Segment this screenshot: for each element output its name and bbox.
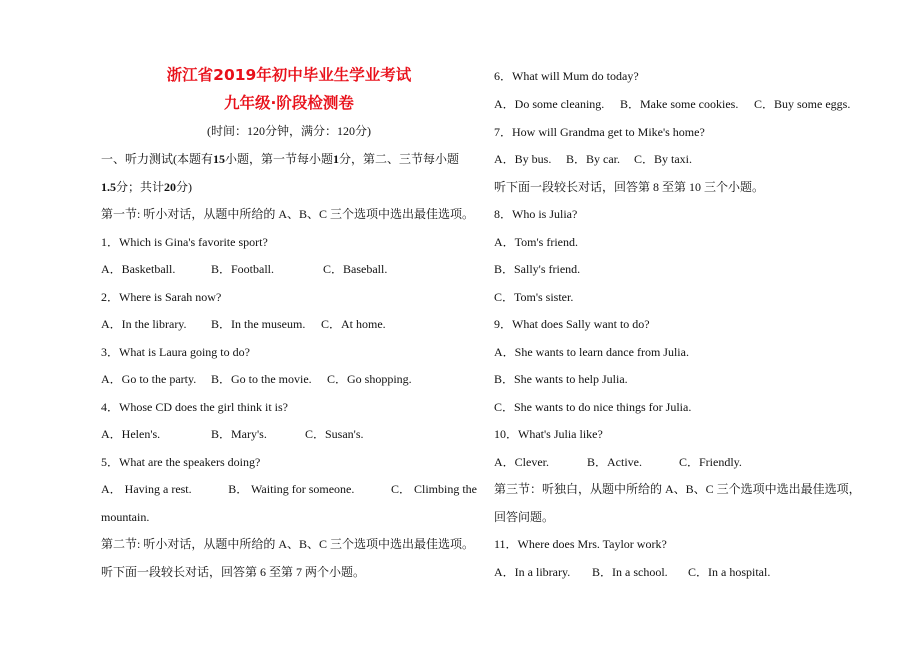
heading-text: 分): [176, 180, 193, 194]
question-9: 9．What does Sally want to do?: [494, 317, 650, 331]
question-5: 5．What are the speakers doing?: [101, 455, 261, 469]
question-2: 2．Where is Sarah now?: [101, 290, 222, 304]
option-a: A．Do some cleaning.: [494, 97, 605, 111]
option-b: B．Make some cookies.: [620, 97, 739, 111]
part2-instruction: 第二节: 听小对话，从题中所给的 A、B、C 三个选项中选出最佳选项。: [101, 537, 475, 551]
heading-num: 20: [164, 180, 177, 194]
options-5: [101, 481, 477, 497]
option-a: A．Helen's.: [101, 427, 161, 441]
option-c: C．Go shopping.: [327, 372, 412, 386]
question-10: 10．What's Julia like?: [494, 427, 603, 441]
question-8: 8．Who is Julia?: [494, 207, 578, 221]
exam-subtitle: 九年级·阶段检测卷: [224, 94, 354, 112]
options-5-cont: mountain.: [101, 510, 150, 524]
section-heading-cont: [101, 179, 192, 195]
option-c: C．Friendly.: [679, 455, 742, 469]
exam-title: 浙江省2019年初中毕业生学业考试: [166, 66, 412, 84]
time-info: (时间：120分钟，满分：120分): [207, 124, 371, 138]
heading-text: 一、听力测试(本题有: [101, 152, 213, 166]
question-4: 4．Whose CD does the girl think it is?: [101, 400, 288, 414]
heading-text: 分，第二、三节每小题: [339, 152, 460, 166]
option-8c: C．Tom's sister.: [494, 290, 574, 304]
option-b: B．In a school.: [592, 565, 668, 579]
option-c: C．Baseball.: [323, 262, 388, 276]
option-a: A．By bus.: [494, 152, 552, 166]
option-a: A．In the library.: [101, 317, 187, 331]
part1-instruction: 第一节: 听小对话，从题中所给的 A、B、C 三个选项中选出最佳选项。: [101, 207, 475, 221]
part3-instruction-cont: 回答问题。: [494, 510, 555, 524]
part2-sub-instruction: 听下面一段较长对话，回答第 6 至第 7 两个小题。: [101, 565, 366, 579]
heading-num: 1: [333, 152, 340, 166]
option-c: C．Susan's.: [305, 427, 364, 441]
question-6: 6．What will Mum do today?: [494, 69, 639, 83]
option-8a: A．Tom's friend.: [494, 235, 578, 249]
option-c: C． Climbing the: [390, 482, 477, 496]
option-b: B．Football.: [211, 262, 275, 276]
heading-num: 15: [213, 152, 225, 166]
part2-sub-instruction-2: 听下面一段较长对话，回答第 8 至第 10 三个小题。: [494, 180, 765, 194]
section-heading: [101, 151, 459, 167]
option-c: C．By taxi.: [634, 152, 693, 166]
option-8b: B．Sally's friend.: [494, 262, 581, 276]
heading-num: 1.5: [101, 180, 116, 194]
part3-instruction: 第三节：听独白，从题中所给的 A、B、C 三个选项中选出最佳选项，: [494, 482, 861, 496]
option-9b: B．She wants to help Julia.: [494, 372, 628, 386]
option-b: B． Waiting for someone.: [228, 482, 355, 496]
option-a: A．In a library.: [494, 565, 571, 579]
option-a: A．Go to the party.: [101, 372, 197, 386]
option-c: C．Buy some eggs.: [754, 97, 851, 111]
option-b: B．Mary's.: [211, 427, 267, 441]
question-11: 11．Where does Mrs. Taylor work?: [494, 537, 667, 551]
question-3: 3．What is Laura going to do?: [101, 345, 250, 359]
heading-text: 小题，第一节每小题: [225, 152, 334, 166]
option-a: A． Having a rest.: [101, 482, 192, 496]
option-b: B．Active.: [587, 455, 642, 469]
option-b: B．In the museum.: [211, 317, 306, 331]
option-a: A．Clever.: [494, 455, 549, 469]
option-c: C．At home.: [321, 317, 386, 331]
question-7: 7．How will Grandma get to Mike's home?: [494, 125, 705, 139]
option-b: B．Go to the movie.: [211, 372, 312, 386]
option-b: B．By car.: [566, 152, 620, 166]
option-c: C．In a hospital.: [688, 565, 771, 579]
heading-text: 分；共计: [116, 180, 165, 194]
question-1: 1．Which is Gina's favorite sport?: [101, 235, 268, 249]
option-9a: A．She wants to learn dance from Julia.: [494, 345, 689, 359]
option-a: A．Basketball.: [101, 262, 176, 276]
option-9c: C．She wants to do nice things for Julia.: [494, 400, 692, 414]
